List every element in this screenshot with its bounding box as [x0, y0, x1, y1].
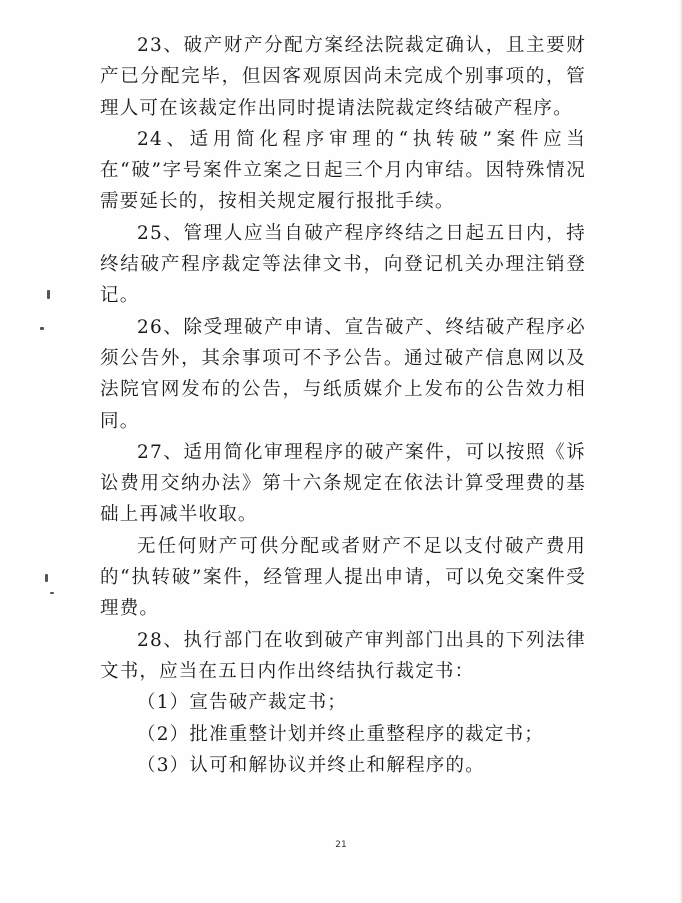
- paragraph-27-supplement: 无任何财产可供分配或者财产不足以支付破产费用的“执转破”案件，经管理人提出申请，可以免交案件受理费。: [100, 535, 586, 620]
- paragraph-28: 28、执行部门在收到破产审判部门出具的下列法律文书，应当在五日内作出终结执行裁定书：: [100, 629, 586, 682]
- paragraph-23: 23、破产财产分配方案经法院裁定确认，且主要财产已分配完毕，但因客观原因尚未完成个别事项的，管理人可在该裁定作出同时提请法院裁定终结破产程序。: [100, 35, 586, 119]
- scan-mark: [40, 327, 44, 330]
- scan-mark: [50, 592, 54, 594]
- paragraph-24: 24、适用简化程序审理的“执转破”案件应当在“破”字号案件立案之日起三个月内审结。因特殊情况需要延长的，按相关规定履行报批手续。: [100, 128, 586, 213]
- document-body: [100, 30, 586, 781]
- paragraph-26: 26、除受理破产申请、宣告破产、终结破产程序必须公告外，其余事项可不予公告。通过破产信息网以及法院官网发布的公告，与纸质媒介上发布的公告效力相同。: [100, 316, 586, 432]
- list-item-2: （2）批准重整计划并终止重整程序的裁定书；: [137, 723, 544, 745]
- paragraph-27: 27、适用简化审理程序的破产案件，可以按照《诉讼费用交纳办法》第十六条规定在依法计算受理费的基础上再减半收取。: [100, 441, 586, 526]
- page-number: 21: [335, 840, 347, 850]
- scan-mark: [47, 290, 50, 299]
- list-item-3: （3）认可和解协议并终止和解程序的。: [137, 754, 485, 776]
- list-item-1: （1）宣告破产裁定书；: [137, 692, 347, 714]
- scan-mark: [45, 574, 48, 582]
- paragraph-25: 25、管理人应当自破产程序终结之日起五日内，持终结破产程序裁定等法律文书，向登记机关办理注销登记。: [100, 222, 586, 307]
